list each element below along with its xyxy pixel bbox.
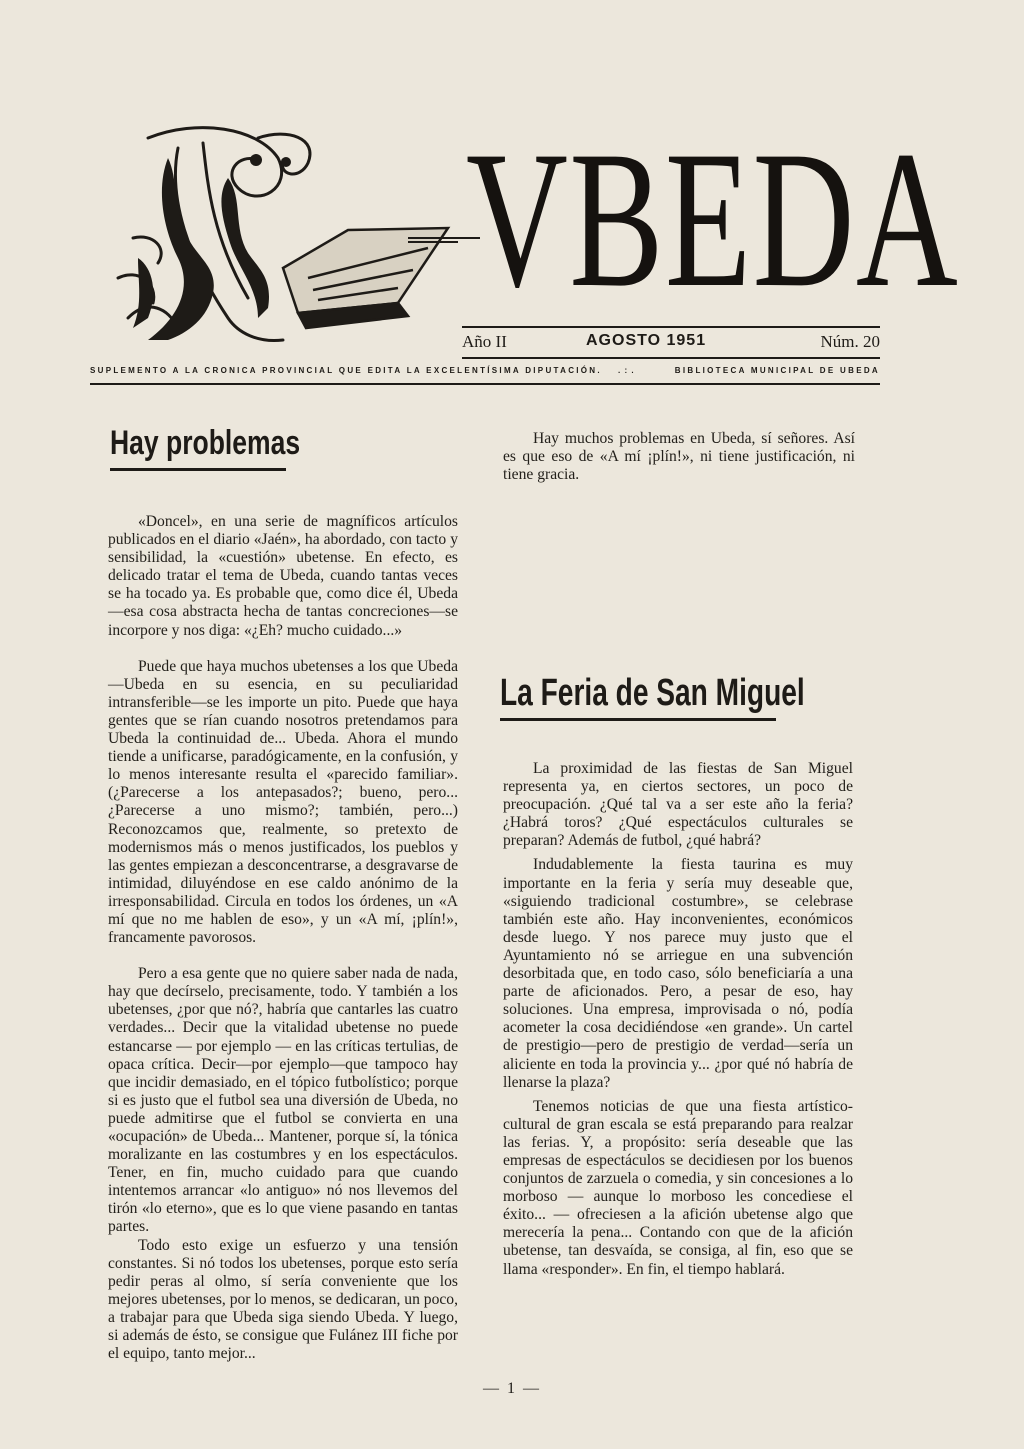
article-title-hay-problemas: Hay problemas	[110, 424, 301, 462]
paragraph: Hay muchos problemas en Ubeda, sí señores. Así es que eso de «A mí ¡plín!», ni tiene justificación, ni tiene gracia.	[503, 430, 855, 484]
article-1-column	[108, 513, 458, 1363]
paragraph: Puede que haya muchos ubetenses a los que Ubeda—Ubeda en su esencia, en su peculiaridad intransferible—se les importe un pito. Puede que haya gentes que se rían cuando nosotros pretendamos para Ubeda la continuidad de... Ubeda. Ahora el mundo tiende a unificarse, paradógicamente, en la confusión, y lo menos interesante resulta el «parecido familiar». (¿Parecerse a los antepasados?; bueno, pero... ¿Parecerse a uno mismo?; también, pero...) Reconozcamos que, realmente, so pretexto de modernismos más o menos justificados, los pueblos y las gentes empiezan a desconcentrarse, a desgravarse de intimidad, diluyéndose en ese caldo anónimo de la irresponsabilidad. Circula en todos los órdenes, un «A mí que no me hablen de eso», y un «A mí, ¡plín!», francamente pavorosos.	[108, 657, 458, 947]
headline-underline	[110, 468, 286, 471]
article-2-column	[503, 760, 853, 1279]
masthead-title: VBEDA	[466, 111, 960, 328]
issue-info-row	[462, 330, 880, 356]
article-title-feria-san-miguel: La Feria de San Miguel	[500, 672, 805, 714]
article-1-continuation	[503, 430, 855, 484]
caption-separator: . : .	[618, 366, 635, 375]
paragraph: La proximidad de las fiestas de San Miguel representa ya, en ciertos sectores, un poco de preocupación. ¿Qué tal va a ser este año la feria? ¿Habrá toros? ¿Qué espectáculos culturales se preparan? Además de futbol, ¿qué habrá?	[503, 760, 853, 850]
masthead-rule-top	[462, 326, 880, 328]
issue-year: Año II	[462, 332, 507, 351]
page-number: — 1 —	[483, 1380, 541, 1397]
paragraph: Tenemos noticias de que una fiesta artístico-cultural de gran escala se está preparando para realzar las ferias. Y, a propósito: sería deseable que las empresas de espectáculos se decidiesen por los buenos conjuntos de zarzuela o comedia, y sin concesiones a lo morboso — aunque lo morboso les concediese el éxito... — ofreciesen a la afición ubetense algo que merecería la pena... Contando con que de la afición ubetense, tan desvaída, se consiga, al fin, eso que se llama «responder». En fin, el tiempo hablará.	[503, 1097, 853, 1278]
supplement-caption: SUPLEMENTO A LA CRONICA PROVINCIAL QUE EDITA LA EXCELENTÍSIMA DIPUTACIÓN.	[90, 366, 602, 375]
issue-number: Núm. 20	[820, 332, 880, 351]
paragraph: Indudablemente la fiesta taurina es muy importante en la feria y sería muy deseable que, «siguiendo tradicional costumbre», se celebrase también este año. Hay inconvenientes, económicos desde luego. Y nos parece muy justo que el Ayuntamiento nó se arriegue en una subvención desorbitada que, en todo caso, sólo beneficiaría a una parte de aficionados. Pero, a pesar de eso, hay soluciones. Una empresa, improvisada o nó, podía acometer la cosa decidiéndose «en grande». Un cartel de prestigio—pero de prestigio de verdad—sería un aliciente en toda la provincia y... ¿por qué nó habría de llenarse la plaza?	[503, 856, 853, 1091]
paragraph: «Doncel», en una serie de magníficos artículos publicados en el diario «Jaén», ha abordado, con tacto y sensibilidad, la «cuestión» ubetense. En efecto, es delicado tratar el tema de Ubeda, cuando tantas veces se ha tocado ya. Es probable que, como dice él, Ubeda —esa cosa abstracta hecha de tantas concreciones—se incorpore y nos diga: «¿Eh? mucho cuidado...»	[108, 513, 458, 639]
paragraph: Pero a esa gente que no quiere saber nada de nada, hay que decírselo, precisamente, todo. Y también a los ubetenses, ¿por que nó?, habría que cantarles las cuatro verdades... Decir que la vitalidad ubetense no puede estancarse — por ejemplo — en las críticas tertulias, de opaca crítica. Decir—por ejemplo—que tampoco hay que incidir demasiado, en el tópico futbolístico; porque si es justo que el futbol sea una diversión de Ubeda, no puede admitirse que el futbol se convierta en una «ocupación» de Ubeda... Mantener, porque sí, la tónica moralizante en las costumbres y en los espectáculos. Tener, en fin, mucho cuidado para que cuando intentemos arrancar «lo antiguo» nó nos llevemos del tirón «lo eterno», que es lo que viene pasando en tantas partes.	[108, 965, 458, 1236]
masthead-rule-mid	[462, 357, 880, 359]
issue-date: AGOSTO 1951	[586, 332, 707, 349]
headline-underline	[500, 718, 776, 721]
paragraph: Todo esto exige un esfuerzo y una tensión constantes. Si nó todos los ubetenses, porque esto sería pedir peras al olmo, sí sería conveniente que los mejores ubetenses, por lo menos, se dedicaran, un poco, a trabajar para que Ubeda siga siendo Ubeda. Y luego, si además de ésto, se consigue que Fulánez III fiche por el equipo, tanto mejor...	[108, 1236, 458, 1363]
library-caption: BIBLIOTECA MUNICIPAL DE UBEDA	[674, 366, 880, 375]
ornamental-initial-logo	[108, 118, 480, 350]
masthead-rule-bottom	[90, 383, 880, 385]
